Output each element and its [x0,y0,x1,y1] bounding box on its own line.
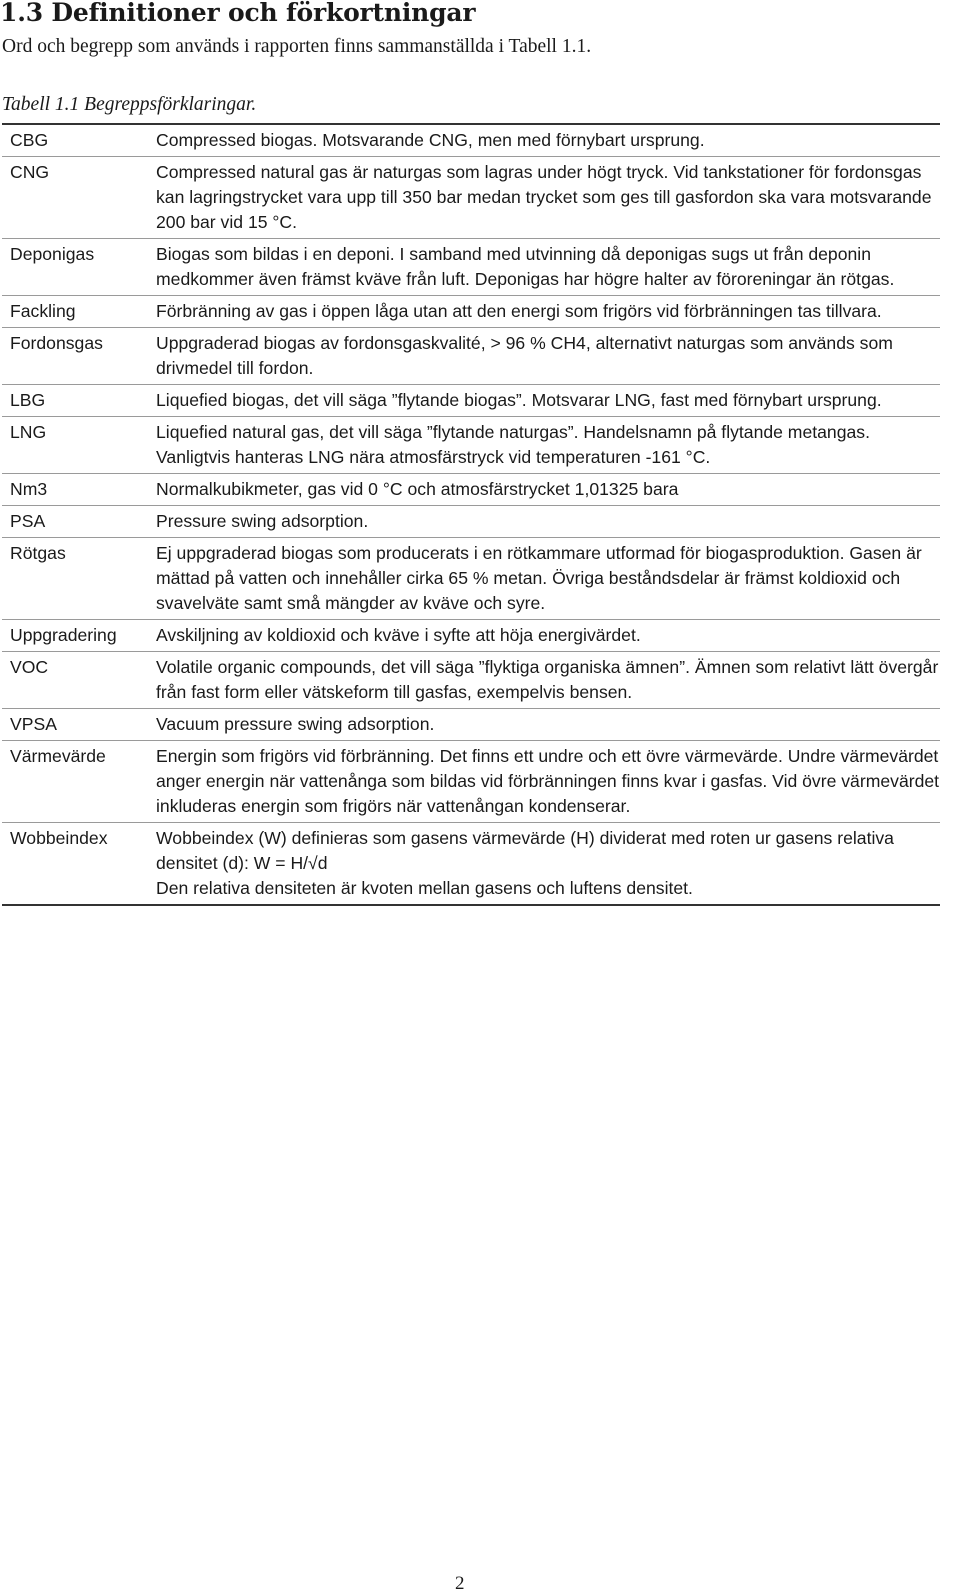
table-row [2,474,940,506]
definition-cell: Förbränning av gas i öppen låga utan att den energi som frigörs vid förbränningen tas tillvara. [156,296,940,328]
table-row [2,157,940,239]
table-row [2,417,940,474]
table-row [2,709,940,741]
term-cell: Värmevärde [2,741,156,823]
table-row [2,296,940,328]
definition-cell: Pressure swing adsorption. [156,506,940,538]
definition-cell: Vacuum pressure swing adsorption. [156,709,940,741]
term-cell: CNG [2,157,156,239]
definition-cell: Volatile organic compounds, det vill säga ”flyktiga organiska ämnen”. Ämnen som relativt lätt övergår från fast form eller vätskeform till gasfas, exempelvis bensen. [156,652,940,709]
term-cell: Deponigas [2,239,156,296]
term-cell: Uppgradering [2,620,156,652]
term-cell: VOC [2,652,156,709]
definition-cell: Compressed biogas. Motsvarande CNG, men med förnybart ursprung. [156,124,940,157]
definition-cell: Uppgraderad biogas av fordonsgaskvalité, > 96 % CH4, alternativt naturgas som används som drivmedel till fordon. [156,328,940,385]
term-cell: LNG [2,417,156,474]
term-cell: Fackling [2,296,156,328]
term-cell: LBG [2,385,156,417]
table-row [2,385,940,417]
intro-paragraph: Ord och begrepp som används i rapporten finns sammanställda i Tabell 1.1. [2,36,592,57]
term-cell: VPSA [2,709,156,741]
section-heading: 1.3 Definitioner och förkortningar [0,0,476,27]
definition-cell: Avskiljning av koldioxid och kväve i syfte att höja energivärdet. [156,620,940,652]
table-row [2,328,940,385]
table-row [2,124,940,157]
definition-cell: Liquefied biogas, det vill säga ”flytande biogas”. Motsvarar LNG, fast med förnybart ursprung. [156,385,940,417]
term-cell: Nm3 [2,474,156,506]
definition-cell: Wobbeindex (W) definieras som gasens värmevärde (H) dividerat med roten ur gasens relativa densitet (d): W = H/√d Den relativa densiteten är kvoten mellan gasens och luftens densitet. [156,823,940,906]
term-cell: PSA [2,506,156,538]
definition-cell: Normalkubikmeter, gas vid 0 °C och atmosfärstrycket 1,01325 bara [156,474,940,506]
definition-cell: Biogas som bildas i en deponi. I samband med utvinning då deponigas sugs ut från deponin medkommer även främst kväve från luft. Deponigas har högre halter av föroreningar än rötgas. [156,239,940,296]
definition-cell: Liquefied natural gas, det vill säga ”flytande naturgas”. Handelsnamn på flytande metangas. Vanligtvis hanteras LNG nära atmosfärstryck vid temperaturen -161 °C. [156,417,940,474]
term-cell: Wobbeindex [2,823,156,906]
term-cell: Rötgas [2,538,156,620]
definitions-table [2,123,940,906]
definition-cell: Ej uppgraderad biogas som producerats i en rötkammare utformad för biogasproduktion. Gasen är mättad på vatten och innehåller cirka 65 % metan. Övriga beståndsdelar är främst koldioxid och svavelväte samt små mängder av kväve och syre. [156,538,940,620]
table-row [2,741,940,823]
table-row [2,506,940,538]
table-row [2,239,940,296]
definition-cell: Energin som frigörs vid förbränning. Det finns ett undre och ett övre värmevärde. Undre värmevärdet anger energin när vattenånga som bildas vid förbränningen finns kvar i gasfas. Vid övre värmevärdet inkluderas energin som frigörs när vattenångan kondenserar. [156,741,940,823]
term-cell: Fordonsgas [2,328,156,385]
table-row [2,620,940,652]
table-row [2,652,940,709]
table-caption: Tabell 1.1 Begreppsförklaringar. [2,94,257,115]
table-row [2,538,940,620]
definition-cell: Compressed natural gas är naturgas som lagras under högt tryck. Vid tankstationer för fordonsgas kan lagringstrycket vara upp till 350 bar medan trycket som ges till gasfordon ska vara motsvarande 200 bar vid 15 °C. [156,157,940,239]
term-cell: CBG [2,124,156,157]
page-number: 2 [455,1573,465,1594]
table-row [2,823,940,906]
